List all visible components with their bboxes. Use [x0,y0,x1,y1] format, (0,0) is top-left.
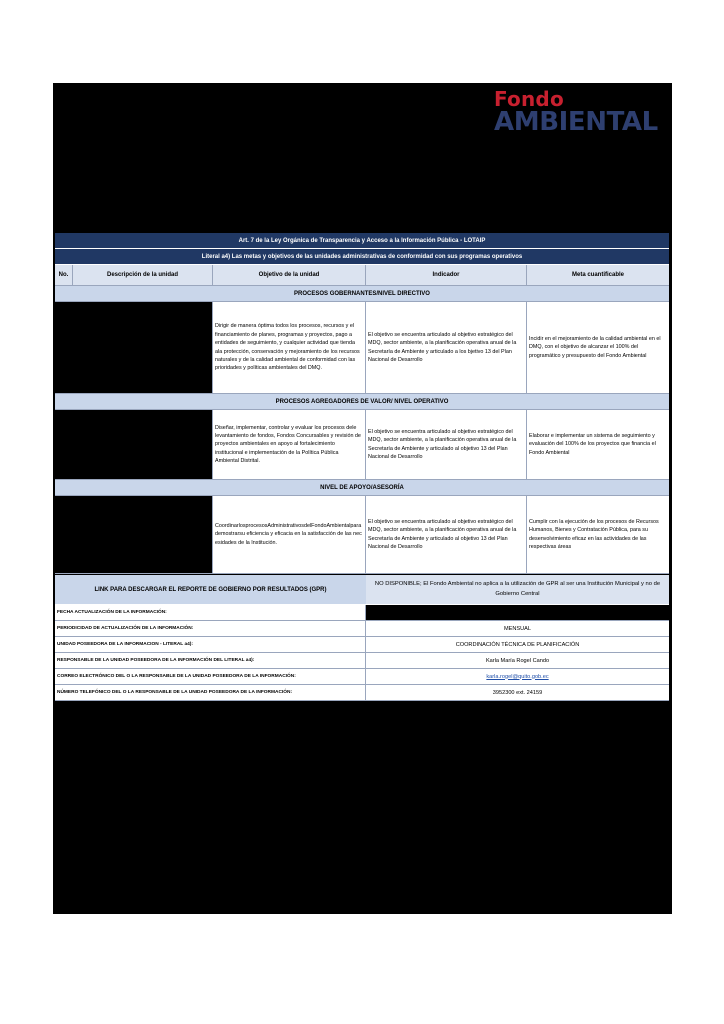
lotaip-table [55,233,669,701]
info-key: FECHA ACTUALIZACIÓN DE LA INFORMACIÓN: [55,605,366,620]
goal-cell: Elaborar e implementar un sistema de seguimiento y evaluación del 100% de los proyectos que financia el Fondo Ambiental [529,432,656,456]
indicator-cell: El objetivo se encuentra articulado al objetivo estratégico del MDQ, sector ambiente, a la planificación operativa anual de la Secretaría de Ambiente y articulado a los bjetivo 13 del Plan Nacional de Desarrollo [366,302,527,393]
logo-line-1: Fondo [494,87,564,111]
logo-line-2: AMBIENTAL [494,107,658,137]
redacted-cell [55,410,213,479]
indicator-cell: El objetivo se encuentra articulado al objetivo estratégico del MDQ, sector ambiente, a la planificación operativa anual de la Secretaría de Ambiente y articulado al objetivo 13 del Plan Nacional de Desarrollo [366,410,527,479]
info-row-phone [55,685,669,701]
info-row-unit [55,637,669,653]
header-objective: Objetivo de la unidad [213,265,366,285]
header-no: No. [55,265,73,285]
info-value: 3952300 ext. 24159 [492,689,543,696]
objective-cell: Dirigir de manera óptima todos los procesos, recursos y el financiamiento de planes, programas y proyectos, pago a entidades de seguimiento, y cualquier actividad que tienda ala protección, conservación y mejoramiento de los recursos naturales y de la calidad ambiental de conformidad con las prioridades y políticas ambientales del DMQ. [213,302,366,393]
info-key: NÚMERO TELEFÓNICO DEL O LA RESPONSABLE DE LA UNIDAD POSEEDORA DE LA INFORMACIÓN: [55,685,366,700]
section-title-directivo: PROCESOS GOBERNANTES/NIVEL DIRECTIVO [55,286,669,302]
info-key: CORREO ELECTRÓNICO DEL O LA RESPONSABLE DE LA UNIDAD POSEEDORA DE LA INFORMACIÓN: [55,669,366,684]
indicator-cell: El objetivo se encuentra articulado al objetivo estratégico del MDQ, sector ambiente, a la planificación operativa anual de la Secretaría de Ambiente y articulado al objetivo 13 del Plan Nacional de Desarrollo [366,496,527,573]
objective-cell: CoordinarlosprocesosAdministrativosdelFondoAmbientalparademostrarsu eficiencia y eficacia en la satisfacción de las necesidades de la Institución. [213,496,366,573]
table-row [55,496,669,574]
fondo-ambiental-logo [494,89,670,135]
objective-cell: Diseñar, implementar, controlar y evaluar los procesos dele levantamiento de fondos, Fondos Concursables y revisión de proyectos ambientales en apoyo al fortalecimiento institucional e implementación de la Política Pública Ambiental Distrital. [213,410,366,479]
redacted-cell [55,496,213,573]
info-key: RESPONSABLE DE LA UNIDAD POSEEDORA DE LA INFORMACIÓN DEL LITERAL a4): [55,653,366,668]
table-row [55,302,669,394]
table-row [55,410,669,480]
header-description: Descripción de la unidad [73,265,213,285]
header-indicator: Indicador [366,265,527,285]
redacted-cell [55,302,213,393]
goal-cell: Incidir en el mejoramiento de la calidad ambiental en el DMQ, con el objetivo de alcanzar el 100% del programático y presupuesto del Fondo Ambiental [529,335,661,359]
section-title-apoyo: NIVEL DE APOYO/ASESORÍA [55,480,669,496]
info-value-redacted [366,605,669,620]
info-value: COORDINACIÓN TÉCNICA DE PLANIFICACIÓN [455,641,580,648]
subtitle-band: Literal a4) Las metas y objetivos de las unidades administrativas de conformidad con sus programas operativos [55,249,669,265]
info-value: Karla María Rogel Cando [485,657,550,664]
table-header [55,265,669,286]
info-row-responsible [55,653,669,669]
info-value: MENSUAL [503,625,532,632]
gpr-value: NO DISPONIBLE; El Fondo Ambiental no aplica a la utilización de GPR al ser una Institución Municipal y no de Gobierno Central [366,575,669,604]
info-row-periodicity [55,621,669,637]
section-title-operativo: PROCESOS AGREGADORES DE VALOR/ NIVEL OPERATIVO [55,394,669,410]
header-goal: Meta cuantificable [571,272,624,278]
title-band: Art. 7 de la Ley Orgánica de Transparencia y Acceso a la Información Pública - LOTAIP [55,233,669,249]
email-link[interactable]: karla.rogel@quito.gob.ec [486,673,549,680]
info-key: PERIODICIDAD DE ACTUALIZACIÓN DE LA INFORMACIÓN: [55,621,366,636]
goal-cell: Cumplir con la ejecución de los procesos de Recursos Humanos, Bienes y Contratación Pública, para su desenvolvimiento eficaz en las actividades de las respectivas áreas [529,518,659,550]
info-value-cell [366,669,669,684]
info-key: UNIDAD POSEEDORA DE LA INFORMACION - LITERAL a4): [55,637,366,652]
info-row-date [55,605,669,621]
gpr-row [55,575,669,605]
gpr-label: LINK PARA DESCARGAR EL REPORTE DE GOBIERNO POR RESULTADOS (GPR) [55,575,366,604]
info-row-email [55,669,669,685]
